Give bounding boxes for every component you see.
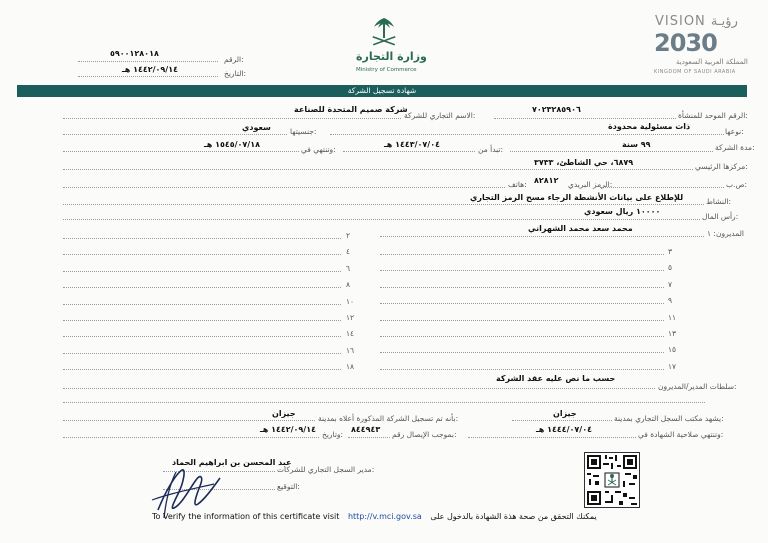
registered-city: جيزان [272, 409, 296, 418]
activity-value: للإطلاع على بيانات الأنشطة الرجاء مسح الرمز التجاري [470, 193, 684, 202]
verify-line [152, 512, 597, 521]
number-label: الرقم: [224, 55, 244, 64]
registry-city: جيزان [553, 409, 577, 418]
managers-label: المديرون: ١ [707, 229, 744, 238]
registry-label: يشهد مكتب السجل التجاري بمدينة: [614, 414, 724, 423]
vision-year: 2030 [654, 29, 717, 57]
postal-value: ٨٢٨١٢ [534, 176, 559, 185]
manager-number-label: ٩ [668, 296, 673, 306]
director-label: مدير السجل التجاري للشركات: [277, 465, 375, 474]
postal-label: الرمز البريدي: [568, 180, 613, 189]
verify-url-link[interactable]: http://v.mci.gov.sa [347, 512, 422, 521]
manager-number-label: ١١ [668, 312, 677, 322]
manager-number-label: ٦ [346, 263, 351, 273]
activity-label: النشاط: [706, 197, 732, 206]
address-value: ٦٨٧٩، حي الشاطئ، ٣٧٣٣ [534, 158, 634, 167]
manager-number-label: ١٠ [346, 296, 355, 306]
director-name: عبد المحسن بن ابراهيم الحماد [172, 458, 292, 467]
starts-value: ١٤٤٣/٠٧/٠٤ هـ [384, 140, 440, 149]
ministry-name-en: Ministry of Commerce [356, 67, 417, 73]
manager-number-label: ١٢ [346, 313, 355, 322]
type-label: نوعها: [725, 127, 744, 136]
unified-number-label: الرقم الموحد للمنشأة: [678, 111, 748, 120]
manager-number-label: ٥ [668, 263, 673, 273]
duration-value: ٩٩ سنة [622, 140, 651, 149]
authority-label: سلطات المدير/المديرون: [658, 382, 737, 391]
ministry-name-ar: وزارة التجارة [356, 50, 427, 63]
manager-1-name: محمد سعد محمد الشهراني [528, 224, 633, 233]
manager-number-label: ١٥ [668, 345, 677, 355]
capital-value: ١٠٠٠٠ ريال سعودي [584, 207, 661, 216]
manager-number-label: ١٤ [346, 329, 355, 339]
registered-label: بأنه تم تسجيل الشركة المذكورة أعلاه بمدينة: [318, 414, 459, 423]
trade-name-label: الاسم التجاري للشركة: [404, 111, 476, 120]
vision-title: VISION رؤيـة [655, 14, 738, 29]
manager-number-label: ١٧ [668, 361, 677, 371]
signature-label: التوقيع: [277, 482, 300, 491]
palm-swords-emblem-icon [367, 14, 401, 48]
cert-date-value: ١٤٤٢/٠٩/١٤ هـ [260, 425, 316, 434]
manager-number-label: ٢ [346, 231, 351, 240]
starts-label: تبدأ من: [478, 145, 504, 154]
manager-number-label: ٧ [668, 279, 673, 289]
hq-label: مركزها الرئيسي: [695, 162, 748, 171]
vision-country-en: KINGDOM OF SAUDI ARABIA [654, 69, 736, 75]
duration-label: مدة الشركة: [715, 143, 755, 152]
verify-text-ar: يمكنك التحقق من صحة هذة الشهادة بالدخول على [430, 512, 597, 521]
ends-label: وتنتهي في: [301, 145, 336, 154]
certificate-date: ١٤٤٢/٠٩/١٤ هـ [122, 65, 178, 74]
manager-number-label: ٨ [346, 280, 351, 290]
certificate-title-banner: شهادة تسجيل الشركة [17, 85, 747, 97]
pobox-label: ص.ب: [726, 180, 748, 189]
receipt-label: بموجب الإيصال رقم: [392, 430, 457, 439]
cert-date-label: وتاريخ: [322, 430, 344, 439]
manager-number-label: ١٣ [668, 329, 677, 338]
validity-label: وتنتهي صلاحية الشهادة في: [638, 430, 724, 439]
manager-number-label: ٣ [668, 247, 673, 256]
qr-code-icon[interactable] [584, 452, 640, 508]
receipt-value: ٨٤٤٩٤٣ [351, 425, 381, 434]
type-value: ذات مسئولية محدودة [608, 122, 691, 131]
verify-text-en: To Verify the information of this certificate visit [152, 512, 340, 521]
signature-icon [148, 460, 228, 520]
authority-value: حسب ما نص عليه عقد الشركة [496, 374, 616, 383]
validity-value: ١٤٤٤/٠٧/٠٤ هـ [536, 425, 592, 434]
trade-name-value: شركة صميم المتحدة للصناعة [294, 105, 408, 114]
ends-value: ١٥٤٥/٠٧/١٨ هـ [204, 140, 260, 149]
phone-label: هاتف: [508, 180, 527, 189]
date-label: التاريخ: [224, 69, 246, 78]
capital-label: رأس المال: [702, 212, 739, 221]
manager-number-label: ٤ [346, 247, 351, 257]
vision-country-ar: المملكة العربية السعودية [676, 58, 748, 66]
manager-number-label: ١٦ [346, 345, 355, 355]
certificate-number: ٥٩٠٠١٢٨٠١٨ [110, 49, 159, 58]
nationality-value: سعودي [242, 123, 271, 132]
manager-number-label: ١٨ [346, 362, 355, 372]
nationality-label: جنسيتها: [290, 127, 317, 136]
unified-number-value: ٧٠٢٣٢٨٥٩٠٦ [532, 105, 581, 114]
